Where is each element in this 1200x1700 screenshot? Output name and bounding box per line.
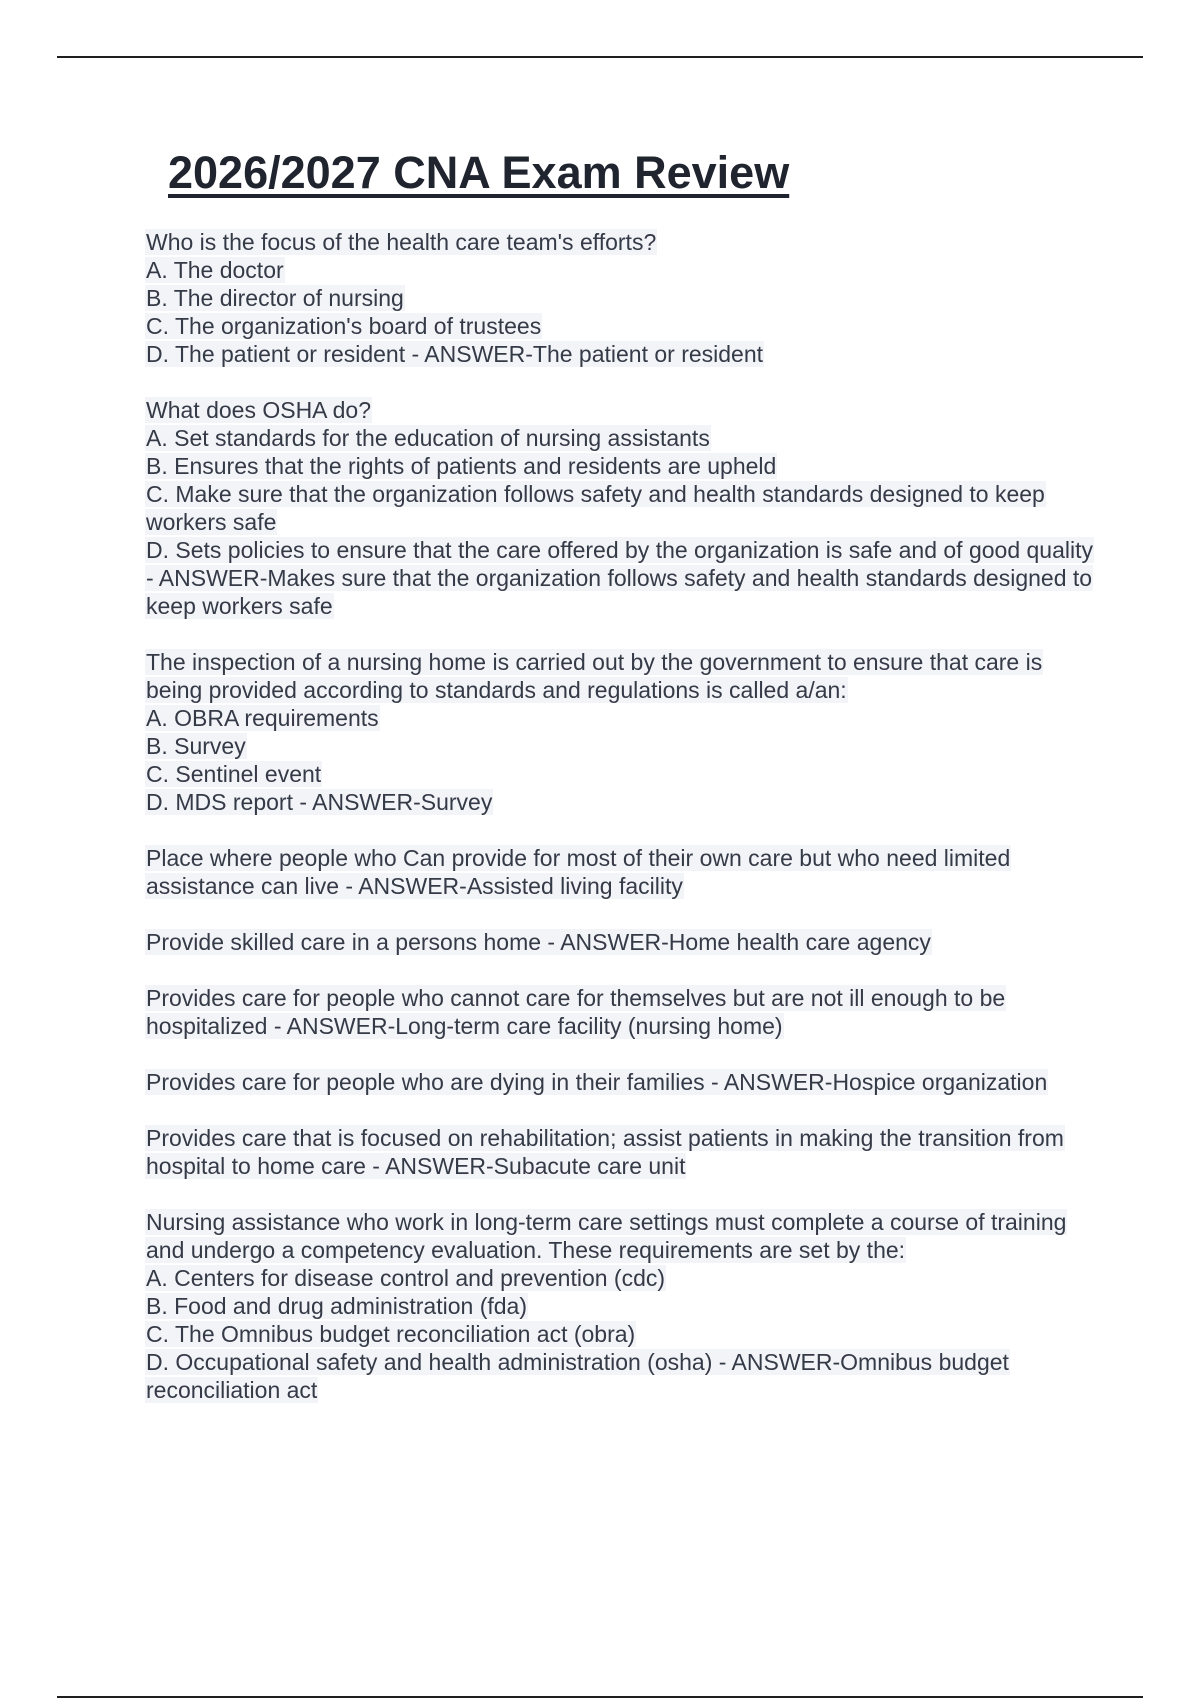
answer-line: D. The patient or resident - ANSWER-The patient or resident — [146, 341, 764, 367]
option-line: B. Survey — [146, 733, 246, 759]
answer-line: D. MDS report - ANSWER-Survey — [146, 789, 493, 815]
question-line: Who is the focus of the health care team's efforts? — [146, 229, 657, 255]
question-block — [145, 228, 1100, 368]
option-line: C. Make sure that the organization follows safety and health standards designed to keep workers safe — [146, 481, 1045, 535]
answer-line: D. Occupational safety and health administration (osha) - ANSWER-Omnibus budget reconciliation act — [146, 1349, 1009, 1403]
question-block — [145, 1208, 1100, 1404]
option-line: C. The Omnibus budget reconciliation act (obra) — [146, 1321, 636, 1347]
question-line: What does OSHA do? — [146, 397, 372, 423]
option-line: A. Centers for disease control and prevention (cdc) — [146, 1265, 666, 1291]
option-line: A. Set standards for the education of nursing assistants — [146, 425, 710, 451]
question-line: Nursing assistance who work in long-term care settings must complete a course of training and undergo a competency evaluation. These requirements are set by the: — [146, 1209, 1067, 1263]
option-line: C. Sentinel event — [146, 761, 322, 787]
answer-line: D. Sets policies to ensure that the care offered by the organization is safe and of good quality - ANSWER-Makes sure that the organization follows safety and health standards designed to keep workers safe — [146, 537, 1093, 619]
question-block — [145, 1124, 1100, 1180]
option-line: A. OBRA requirements — [146, 705, 379, 731]
top-rule — [57, 56, 1143, 58]
qa-content — [145, 228, 1100, 1432]
option-line: C. The organization's board of trustees — [146, 313, 542, 339]
question-line: The inspection of a nursing home is carried out by the government to ensure that care is being provided according to standards and regulations is called a/an: — [146, 649, 1043, 703]
answer-line: Provides care for people who cannot care for themselves but are not ill enough to be hospitalized - ANSWER-Long-term care facility (nursing home) — [146, 985, 1006, 1039]
question-block — [145, 396, 1100, 620]
question-block — [145, 844, 1100, 900]
answer-line: Provides care that is focused on rehabilitation; assist patients in making the transition from hospital to home care - ANSWER-Subacute care unit — [146, 1125, 1064, 1179]
option-line: B. Ensures that the rights of patients and residents are upheld — [146, 453, 777, 479]
document-title: 2026/2027 CNA Exam Review — [168, 147, 790, 198]
option-line: B. The director of nursing — [146, 285, 404, 311]
bottom-rule — [57, 1696, 1143, 1698]
question-block — [145, 928, 1100, 956]
answer-line: Provide skilled care in a persons home - ANSWER-Home health care agency — [146, 929, 931, 955]
answer-line: Place where people who Can provide for most of their own care but who need limited assistance can live - ANSWER-Assisted living facility — [146, 845, 1011, 899]
answer-line: Provides care for people who are dying in their families - ANSWER-Hospice organization — [146, 1069, 1048, 1095]
question-block — [145, 984, 1100, 1040]
option-line: A. The doctor — [146, 257, 284, 283]
option-line: B. Food and drug administration (fda) — [146, 1293, 527, 1319]
question-block — [145, 648, 1100, 816]
question-block — [145, 1068, 1100, 1096]
